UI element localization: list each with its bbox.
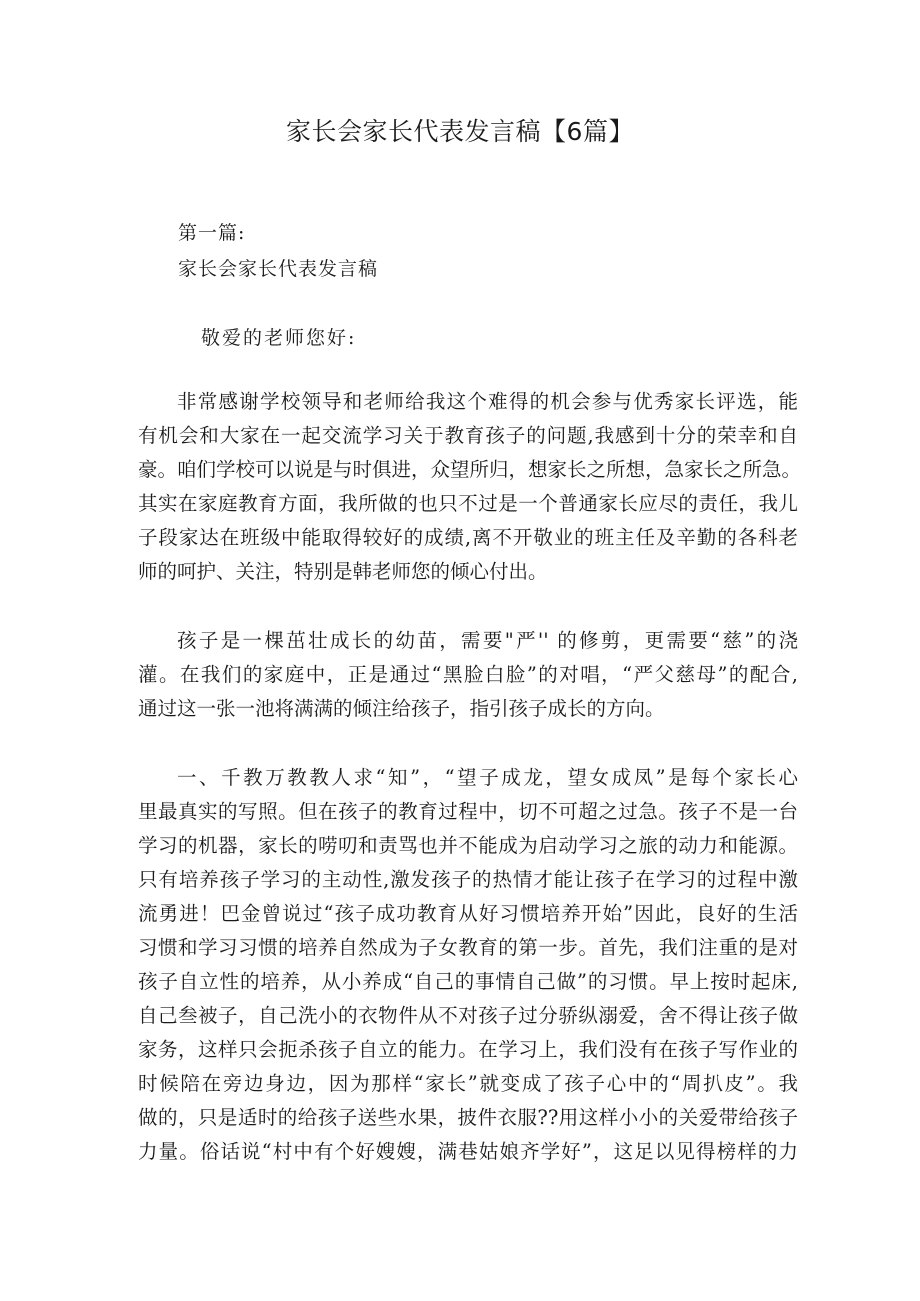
paragraph-line: 孩子自立性的培养，从小养成“自己的事情自己做”的习惯。早上按时起床, xyxy=(138,970,798,993)
paragraph-line: 流勇进！巴金曾说过“孩子成功教育从好习惯培养开始”因此，良好的生活 xyxy=(138,902,798,925)
paragraph-line: 师的呵护、关注，特别是韩老师您的倾心付出。 xyxy=(138,560,548,583)
paragraph-line: 只有培养孩子学习的主动性,激发孩子的热情才能让孩子在学习的过程中激 xyxy=(138,868,798,891)
paragraph-line: 通过这一张一池将满满的倾注给孩子，指引孩子成长的方向。 xyxy=(138,697,665,720)
paragraph-line: 自己叁被子，自己洗小的衣物件从不对孩子过分骄纵溺爱，舍不得让孩子做 xyxy=(138,1004,798,1027)
paragraph-line: 豪。咱们学校可以说是与时俱进，众望所归，想家长之所想，急家长之所急。 xyxy=(138,458,802,481)
paragraph-line: 家务，这样只会扼杀孩子自立的能力。在学习上，我们没有在孩子写作业的 xyxy=(138,1038,798,1061)
paragraph-line: 其实在家庭教育方面，我所做的也只不过是一个普通家长应尽的责任，我儿 xyxy=(138,492,798,515)
paragraph-line: 学习的机器，家长的唠叨和责骂也并不能成为启动学习之旅的动力和能源。 xyxy=(138,834,798,857)
section-label: 第一篇: xyxy=(178,222,246,244)
greeting: 敬爱的老师您好: xyxy=(201,327,357,349)
paragraph-1 xyxy=(138,385,802,589)
paragraph-line: 一、千教万教教人求“知”，“望子成龙，望女成凤”是每个家长心 xyxy=(177,766,798,789)
paragraph-line: 时候陪在旁边身边，因为那样“家长”就变成了孩子心中的“周扒皮”。我 xyxy=(138,1072,798,1095)
paragraph-line: 力量。俗话说“村中有个好嫂嫂，满巷姑娘齐学好”，这足以见得榜样的力 xyxy=(138,1140,798,1163)
paragraph-line: 里最真实的写照。但在孩子的教育过程中，切不可超之过急。孩子不是一台 xyxy=(138,800,798,823)
paragraph-line: 非常感谢学校领导和老师给我这个难得的机会参与优秀家长评选，能 xyxy=(177,390,798,413)
paragraph-3 xyxy=(138,761,798,1169)
paragraph-2 xyxy=(138,624,798,726)
paragraph-line: 有机会和大家在一起交流学习关于教育孩子的问题,我感到十分的荣幸和自 xyxy=(138,424,798,447)
paragraph-line: 做的，只是适时的给孩子送些水果，披件衣服??用这样小小的关爱带给孩子 xyxy=(138,1106,798,1129)
paragraph-line: 孩子是一棵茁壮成长的幼苗，需要"严'' 的修剪，更需要“慈”的浇 xyxy=(177,629,798,652)
section-subtitle: 家长会家长代表发言稿 xyxy=(178,258,379,280)
paragraph-line: 子段家达在班级中能取得较好的成绩,离不开敬业的班主任及辛勤的各科老 xyxy=(138,526,798,549)
paragraph-line: 灌。在我们的家庭中，正是通过“黑脸白脸”的对唱，“严父慈母”的配合, xyxy=(138,663,798,686)
paragraph-line: 习惯和学习习惯的培养自然成为子女教育的第一步。首先，我们注重的是对 xyxy=(138,936,798,959)
document-title: 家长会家长代表发言稿【6篇】 xyxy=(286,117,634,146)
